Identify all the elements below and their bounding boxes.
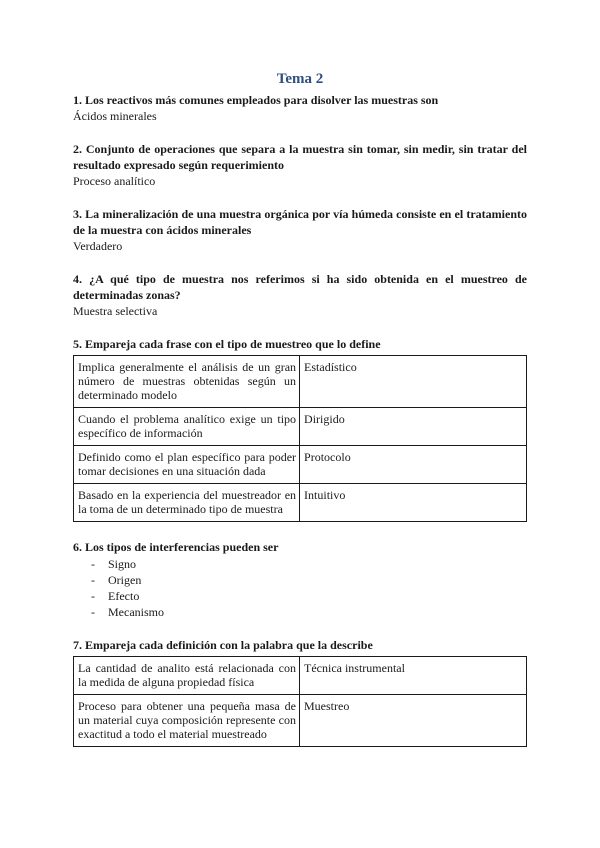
list-item: - Efecto <box>73 588 527 604</box>
question-2 <box>73 141 527 189</box>
table-row <box>74 408 527 446</box>
table-cell-phrase: Cuando el problema analítico exige un tipo específico de información <box>74 408 300 446</box>
table-cell-definition: Proceso para obtener una pequeña masa de un material cuya composición represente con exactitud a todo el material muestreado <box>74 695 300 747</box>
question-7 <box>73 637 527 747</box>
question-3-answer: Verdadero <box>73 239 123 253</box>
table-row <box>74 446 527 484</box>
page-title: Tema 2 <box>276 71 324 87</box>
question-4-text: 4. ¿A qué tipo de muestra nos referimos si ha sido obtenida en el muestreo de determinadas zonas? <box>73 272 527 302</box>
table-cell-type: Dirigido <box>300 408 527 446</box>
question-7-text: 7. Empareja cada definición con la palabra que la describe <box>73 638 373 652</box>
question-4-answer: Muestra selectiva <box>73 304 158 318</box>
interference-list <box>73 556 527 620</box>
table-row <box>74 695 527 747</box>
question-3 <box>73 206 527 254</box>
question-1 <box>73 92 527 124</box>
table-row <box>74 484 527 522</box>
question-5-text: 5. Empareja cada frase con el tipo de muestreo que lo define <box>73 337 381 351</box>
question-2-answer: Proceso analítico <box>73 174 156 188</box>
question-4 <box>73 271 527 319</box>
question-6-text: 6. Los tipos de interferencias pueden ser <box>73 540 279 554</box>
question-2-text: 2. Conjunto de operaciones que separa a la muestra sin tomar, sin medir, sin tratar del resultado expresado según requerimiento <box>73 142 527 172</box>
matching-table-5 <box>73 355 527 522</box>
question-3-text: 3. La mineralización de una muestra orgánica por vía húmeda consiste en el tratamiento de la muestra con ácidos minerales <box>73 207 527 237</box>
table-cell-type: Protocolo <box>300 446 527 484</box>
document-page <box>73 70 527 764</box>
table-cell-type: Estadístico <box>300 356 527 408</box>
table-cell-phrase: Basado en la experiencia del muestreador en la toma de un determinado tipo de muestra <box>74 484 300 522</box>
table-row <box>74 356 527 408</box>
list-item: - Mecanismo <box>73 604 527 620</box>
question-5 <box>73 336 527 522</box>
matching-table-7 <box>73 656 527 747</box>
table-cell-word: Muestreo <box>300 695 527 747</box>
question-1-text: 1. Los reactivos más comunes empleados para disolver las muestras son <box>73 93 439 107</box>
list-item: - Signo <box>73 556 527 572</box>
question-6 <box>73 539 527 620</box>
table-cell-definition: La cantidad de analito está relacionada con la medida de alguna propiedad física <box>74 657 300 695</box>
list-item: - Origen <box>73 572 527 588</box>
table-cell-phrase: Implica generalmente el análisis de un gran número de muestras obtenidas según un determinado modelo <box>74 356 300 408</box>
table-row <box>74 657 527 695</box>
question-1-answer: Ácidos minerales <box>73 109 157 123</box>
table-cell-word: Técnica instrumental <box>300 657 527 695</box>
table-cell-type: Intuitivo <box>300 484 527 522</box>
table-cell-phrase: Definido como el plan específico para poder tomar decisiones en una situación dada <box>74 446 300 484</box>
